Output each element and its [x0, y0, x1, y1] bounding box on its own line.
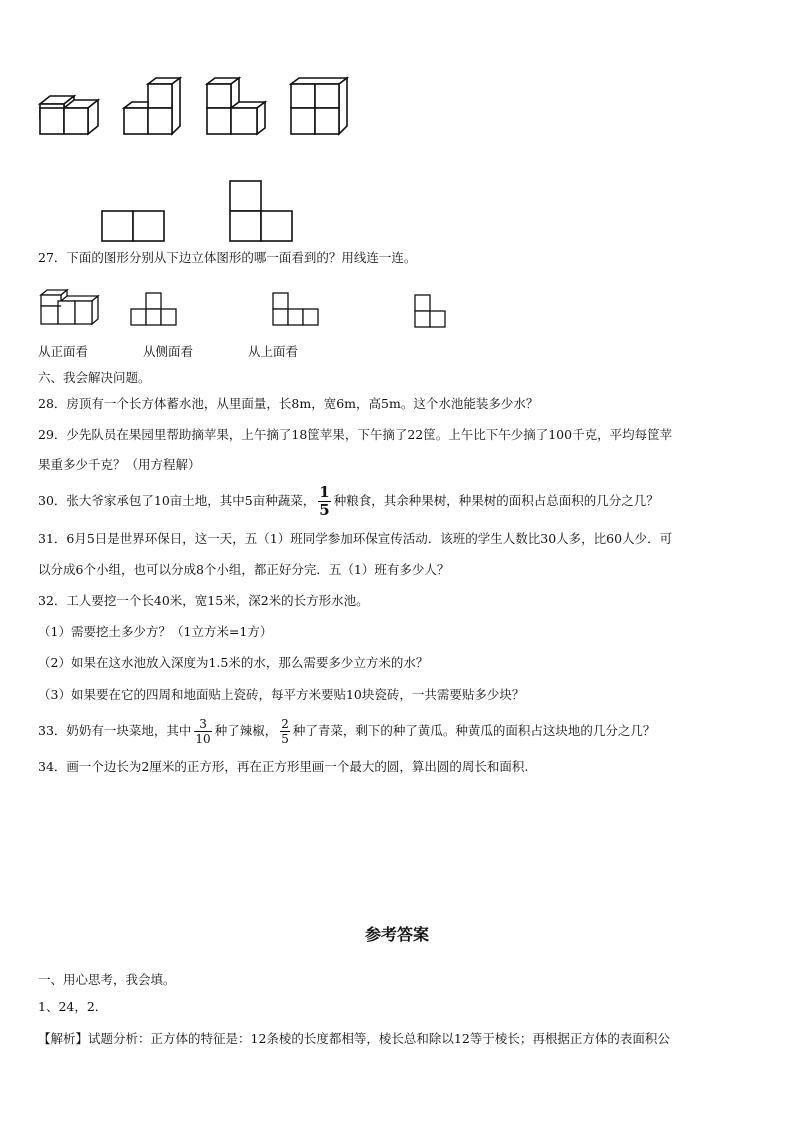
q33-fraction-2	[280, 717, 290, 746]
question-32: 32．工人要挖一个长40米，宽15米，深2米的长方形水池。	[38, 593, 369, 608]
q33-fraction-2-numerator: 2	[281, 717, 289, 731]
view-l-shape	[229, 180, 293, 242]
question-29-line-1: 29．少先队员在果园里帮助摘苹果，上午摘了18筐苹果，下午摘了22筐。上午比下午少摘了100千克，平均每筐苹	[38, 427, 673, 442]
view-two-squares	[101, 210, 165, 242]
question-34: 34．画一个边长为2厘米的正方形，再在正方形里画一个最大的圆，算出圆的周长和面积.	[38, 759, 529, 774]
question-32-sub-3: （3）如果要在它的四周和地面贴上瓷砖，每平方米要贴10块瓷砖，一共需要贴多少块？	[38, 687, 525, 702]
q33-fraction-1-numerator: 3	[194, 717, 211, 732]
question-30	[38, 483, 659, 519]
q33-text-mid: 种了辣椒，	[214, 723, 278, 738]
answers-title: 参考答案	[364, 925, 429, 944]
question-29-line-2: 果重多少千克？（用方程解）	[38, 457, 201, 472]
q27-view-2	[272, 292, 320, 326]
q33-fraction-2-denominator: 5	[281, 732, 289, 746]
question-31-line-2: 以分成6个小组，也可以分成8个小组，都正好分完．五（1）班有多少人？	[38, 562, 450, 577]
question-28: 28．房顶有一个长方体蓄水池，从里面量，长8m，宽6m，高5m。这个水池能装多少水？	[38, 396, 539, 411]
q30-text-after: 种粮食，其余种果树，种果树的面积占总面积的几分之几？	[333, 493, 659, 508]
answer-1: 1、24，2．	[38, 999, 108, 1014]
label-top-view: 从上面看	[248, 344, 299, 359]
q27-solid-figure	[40, 287, 100, 327]
q27-view-1	[130, 292, 178, 326]
q33-text-before: 33．奶奶有一块菜地，其中	[38, 723, 192, 738]
q30-fraction-numerator: 1	[319, 483, 330, 501]
cube-solid-figure-2	[122, 76, 184, 138]
cube-solid-figure-3	[205, 76, 269, 138]
q33-fraction-1	[194, 717, 211, 746]
label-front-view: 从正面看	[38, 344, 89, 359]
label-side-view: 从侧面看	[143, 344, 194, 359]
q33-fraction-1-denominator: 10	[195, 732, 211, 746]
question-33	[38, 713, 655, 749]
q30-fraction	[318, 484, 330, 519]
section-6-title: 六、我会解决问题。	[38, 370, 151, 385]
question-31-line-1: 31．6月5日是世界环保日，这一天，五（1）班同学参加环保宣传活动．该班的学生人数比30人多，比60人少．可	[38, 531, 673, 546]
answers-section-1: 一、用心思考，我会填。	[38, 972, 176, 987]
cube-solid-figure-4	[289, 76, 351, 138]
question-27: 27．下面的图形分别从下边立体图形的哪一面看到的？用线连一连。	[38, 250, 417, 265]
question-32-sub-2: （2）如果在这水池放入深度为1.5米的水，那么需要多少立方米的水？	[38, 655, 429, 670]
q30-fraction-denominator: 5	[319, 501, 330, 519]
q30-text-before: 30．张大爷家承包了10亩土地，其中5亩种蔬菜，	[38, 493, 316, 508]
q33-text-after: 种了青菜，剩下的种了黄瓜。种黄瓜的面积占这块地的几分之几？	[292, 723, 656, 738]
cube-solid-figure-1	[36, 92, 100, 138]
answer-1-analysis: 【解析】试题分析：正方体的特征是：12条棱的长度都相等，棱长总和除以12等于棱长；再根据正方体的表面积公	[38, 1031, 670, 1046]
q27-view-3	[414, 294, 448, 328]
question-32-sub-1: （1）需要挖土多少方？（1立方米=1方）	[38, 624, 273, 639]
